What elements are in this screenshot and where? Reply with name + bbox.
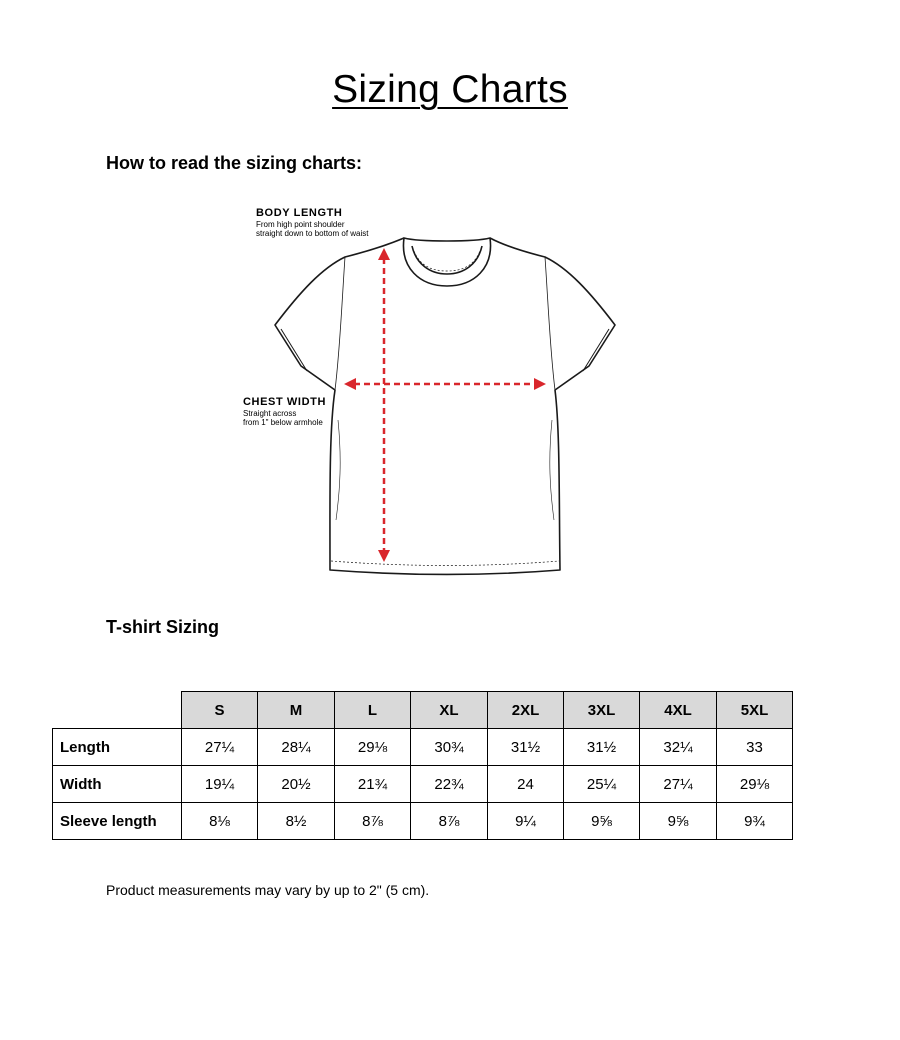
size-header-l: L bbox=[335, 692, 411, 729]
table-cell: 29⅛ bbox=[335, 729, 411, 766]
table-cell: 33 bbox=[717, 729, 793, 766]
table-cell: 9⅝ bbox=[640, 803, 717, 840]
header-blank-cell bbox=[53, 692, 182, 729]
body-length-label bbox=[256, 207, 369, 238]
size-header-2xl: 2XL bbox=[488, 692, 564, 729]
footnote: Product measurements may vary by up to 2" (5 cm). bbox=[106, 882, 430, 898]
howto-heading: How to read the sizing charts: bbox=[106, 153, 363, 173]
chest-width-title: CHEST WIDTH bbox=[243, 396, 326, 408]
table-cell: 8⅞ bbox=[335, 803, 411, 840]
arrow-head-right bbox=[534, 378, 546, 390]
table-cell: 28¼ bbox=[258, 729, 335, 766]
arrow-head-up bbox=[378, 248, 390, 260]
table-cell: 9¼ bbox=[488, 803, 564, 840]
table-cell: 21¾ bbox=[335, 766, 411, 803]
table-cell: 24 bbox=[488, 766, 564, 803]
table-cell: 8½ bbox=[258, 803, 335, 840]
size-header-s: S bbox=[182, 692, 258, 729]
tshirt-outline bbox=[275, 238, 615, 575]
size-header-m: M bbox=[258, 692, 335, 729]
row-label-sleeve-length: Sleeve length bbox=[53, 803, 182, 840]
size-header-5xl: 5XL bbox=[717, 692, 793, 729]
row-label-length: Length bbox=[53, 729, 182, 766]
body-length-desc-1: From high point shoulder bbox=[256, 219, 345, 229]
table-row-width bbox=[53, 766, 793, 803]
table-cell: 30¾ bbox=[411, 729, 488, 766]
table-cell: 27¼ bbox=[182, 729, 258, 766]
measurement-arrows bbox=[344, 248, 546, 562]
size-header-4xl: 4XL bbox=[640, 692, 717, 729]
arrow-head-down bbox=[378, 550, 390, 562]
arrow-head-left bbox=[344, 378, 356, 390]
table-cell: 29⅛ bbox=[717, 766, 793, 803]
table-cell: 22¾ bbox=[411, 766, 488, 803]
table-cell: 27¼ bbox=[640, 766, 717, 803]
size-header-3xl: 3XL bbox=[564, 692, 640, 729]
table-cell: 8⅞ bbox=[411, 803, 488, 840]
table-row-sleeve-length bbox=[53, 803, 793, 840]
row-label-width: Width bbox=[53, 766, 182, 803]
chest-width-desc-2: from 1" below armhole bbox=[243, 417, 323, 427]
table-cell: 8⅛ bbox=[182, 803, 258, 840]
body-length-desc-2: straight down to bottom of waist bbox=[256, 228, 369, 238]
size-header-xl: XL bbox=[411, 692, 488, 729]
chest-width-desc-1: Straight across bbox=[243, 408, 297, 418]
table-row-length bbox=[53, 729, 793, 766]
size-header-row bbox=[53, 692, 793, 729]
table-cell: 9¾ bbox=[717, 803, 793, 840]
tshirt-sizing-heading: T-shirt Sizing bbox=[106, 617, 220, 637]
body-length-title: BODY LENGTH bbox=[256, 207, 343, 219]
page-title: Sizing Charts bbox=[332, 68, 568, 111]
size-table bbox=[52, 691, 793, 840]
table-cell: 31½ bbox=[564, 729, 640, 766]
table-cell: 25¼ bbox=[564, 766, 640, 803]
table-cell: 9⅝ bbox=[564, 803, 640, 840]
table-cell: 32¼ bbox=[640, 729, 717, 766]
table-cell: 31½ bbox=[488, 729, 564, 766]
table-cell: 20½ bbox=[258, 766, 335, 803]
table-cell: 19¼ bbox=[182, 766, 258, 803]
chest-width-label bbox=[243, 396, 326, 427]
